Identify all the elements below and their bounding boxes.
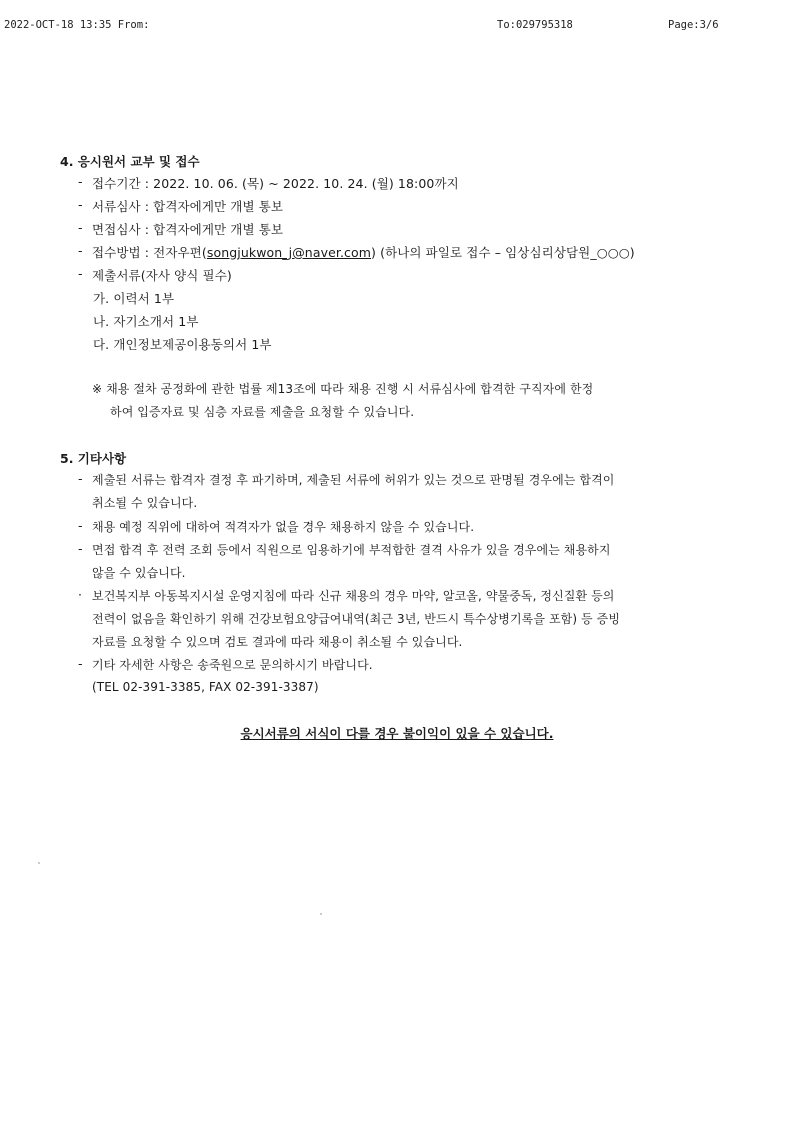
- section5-item3-line2: 않을 수 있습니다.: [92, 566, 186, 580]
- scan-speck: [38, 862, 40, 864]
- bullet: -: [78, 541, 83, 556]
- section5-title: 5. 기타사항: [60, 451, 127, 466]
- fax-timestamp-sender: 2022-OCT-18 13:35 From:: [4, 19, 150, 31]
- bullet: -: [78, 197, 83, 212]
- bullet: -: [78, 174, 83, 189]
- section5-contact: (TEL 02-391-3385, FAX 02-391-3387): [92, 680, 319, 694]
- bullet: -: [78, 220, 83, 235]
- section4-item-interview: 면접심사 : 합격자에게만 개별 통보: [92, 222, 284, 237]
- section5-item4-line1: 보건복지부 아동복지시설 운영지침에 따라 신규 채용의 경우 마약, 알코올, 약물중독, 정신질환 등의: [92, 589, 615, 603]
- section4-docs-label: 제출서류(자사 양식 필수): [92, 268, 232, 283]
- method-prefix: 접수방법 : 전자우편(: [92, 245, 207, 260]
- docs-item-self-intro: 나. 자기소개서 1부: [93, 314, 199, 329]
- fax-header: [0, 19, 794, 35]
- bullet: -: [78, 471, 83, 486]
- section5-item1-line2: 취소될 수 있습니다.: [92, 496, 198, 510]
- section5-item2: 채용 예정 직위에 대하여 적격자가 없을 경우 채용하지 않을 수 있습니다.: [92, 520, 475, 534]
- section4-note-line1: ※ 채용 절차 공정화에 관한 법률 제13조에 따라 채용 진행 시 서류심사에 합격한 구직자에 한정: [92, 382, 594, 396]
- section4-item-document-review: 서류심사 : 합격자에게만 개별 통보: [92, 199, 284, 214]
- section5-item3-line1: 면접 합격 후 전력 조회 등에서 직원으로 임용하기에 부적합한 결격 사유가 있을 경우에는 채용하지: [92, 543, 611, 557]
- bullet: -: [78, 266, 83, 281]
- section4-item-period: 접수기간 : 2022. 10. 06. (목) ~ 2022. 10. 24. (월) 18:00까지: [92, 176, 459, 191]
- closing-notice: 응시서류의 서식이 다를 경우 불이익이 있을 수 있습니다.: [240, 726, 554, 741]
- scan-speck: [320, 913, 322, 915]
- section5-item4-line3: 자료를 요청할 수 있으며 검토 결과에 따라 채용이 취소될 수 있습니다.: [92, 635, 463, 649]
- docs-item-privacy-consent: 다. 개인정보제공이용동의서 1부: [93, 337, 272, 352]
- section5-item1-line1: 제출된 서류는 합격자 결정 후 파기하며, 제출된 서류에 허위가 있는 것으로 판명될 경우에는 합격이: [92, 473, 615, 487]
- bullet: -: [78, 518, 83, 533]
- bullet: -: [78, 243, 83, 258]
- section4-title: 4. 응시원서 교부 및 접수: [60, 154, 200, 169]
- docs-item-resume: 가. 이력서 1부: [93, 291, 175, 306]
- section4-item-method: [92, 243, 635, 261]
- section4-note-line2: 하여 입증자료 및 심층 자료를 제출을 요청할 수 있습니다.: [110, 405, 415, 419]
- section5-item5: 기타 자세한 사항은 송죽원으로 문의하시기 바랍니다.: [92, 658, 373, 672]
- fax-page-number: Page:3/6: [668, 19, 719, 31]
- fax-recipient: To:029795318: [497, 19, 573, 31]
- section5-item4-line2: 전력이 없음을 확인하기 위해 건강보험요양급여내역(최근 3년, 반드시 특수상병기록을 포함) 등 증빙: [92, 612, 621, 626]
- bullet: ·: [78, 587, 82, 602]
- method-suffix: ) (하나의 파일로 접수 – 임상심리상담원_○○○): [371, 245, 635, 260]
- email-link[interactable]: songjukwon_j@naver.com: [206, 245, 372, 260]
- bullet: -: [78, 656, 83, 671]
